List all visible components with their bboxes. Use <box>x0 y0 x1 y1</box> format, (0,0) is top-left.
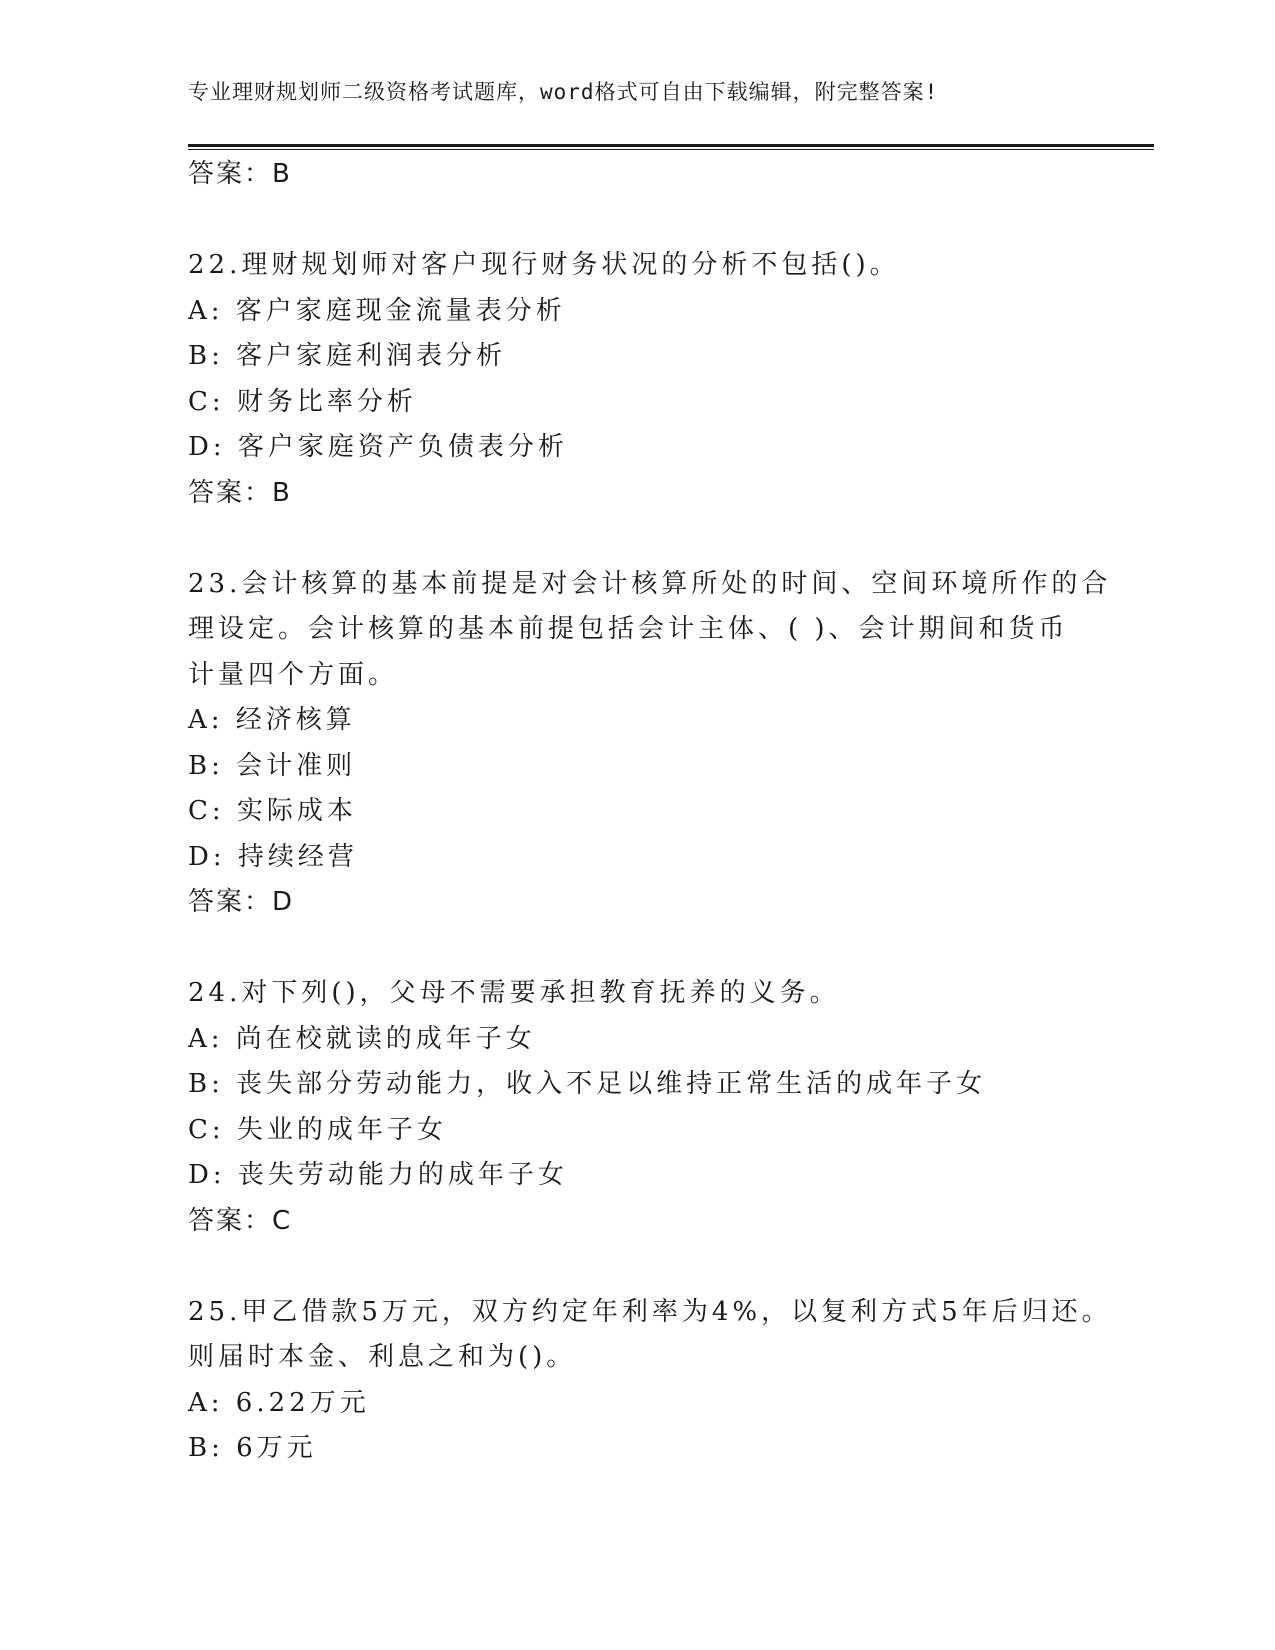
option-d: D: 丧失劳动能力的成年子女 <box>188 1160 568 1190</box>
answer: 答案：B <box>188 477 292 508</box>
page-header: 专业理财规划师二级资格考试题库，word格式可自由下载编辑，附完整答案! <box>188 80 939 104</box>
question-23 <box>188 562 1112 926</box>
option-b: B: 6万元 <box>188 1433 317 1463</box>
spacer <box>188 198 1088 244</box>
option-c: C: 失业的成年子女 <box>188 1114 447 1145</box>
spacer <box>188 926 1088 972</box>
question-stem: 23.会计核算的基本前提是对会计核算所处的时间、空间环境所作的合 <box>188 568 1112 599</box>
question-24 <box>188 971 1088 1244</box>
header-rule-thin <box>188 149 1154 150</box>
spacer <box>188 516 1088 562</box>
option-a: A: 经济核算 <box>188 705 356 735</box>
option-d: D: 持续经营 <box>188 841 358 872</box>
question-stem: 计量四个方面。 <box>188 659 399 690</box>
option-c: C: 财务比率分析 <box>188 386 417 417</box>
question-stem: 则届时本金、利息之和为()。 <box>188 1342 577 1372</box>
header-rule <box>188 144 1154 147</box>
option-d: D: 客户家庭资产负债表分析 <box>188 432 568 462</box>
option-b: B: 客户家庭利润表分析 <box>188 341 507 371</box>
option-a: A: 6.22万元 <box>188 1387 370 1418</box>
answer: 答案：C <box>188 1205 293 1236</box>
question-stem: 25.甲乙借款5万元，双方约定年利率为4%，以复利方式5年后归还。 <box>188 1296 1112 1327</box>
spacer <box>188 1244 1088 1290</box>
option-a: A: 尚在校就读的成年子女 <box>188 1023 536 1054</box>
option-a: A: 客户家庭现金流量表分析 <box>188 295 566 326</box>
answer: 答案：D <box>188 887 295 917</box>
question-list <box>188 152 1112 1472</box>
question-stem: 24.对下列()，父母不需要承担教育抚养的义务。 <box>188 978 840 1008</box>
question-stem: 理设定。会计核算的基本前提包括会计主体、( )、会计期间和货币 <box>188 614 1069 644</box>
option-b: B: 丧失部分劳动能力，收入不足以维持正常生活的成年子女 <box>188 1069 987 1099</box>
option-c: C: 实际成本 <box>188 796 357 826</box>
question-22 <box>188 243 1088 516</box>
question-stem: 22.理财规划师对客户现行财务状况的分析不包括()。 <box>188 250 900 280</box>
question-25 <box>188 1290 1112 1472</box>
previous-answer: 答案：B <box>188 159 292 189</box>
option-b: B: 会计准则 <box>188 750 357 781</box>
